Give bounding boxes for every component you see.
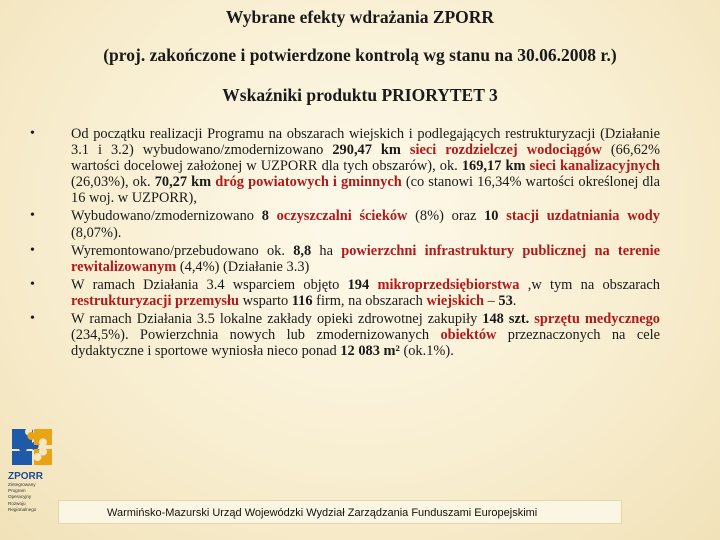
logo-name: ZPORR <box>8 471 43 482</box>
bold-value: 169,17 km <box>461 158 526 175</box>
highlighted-text: wiejskich <box>426 292 485 309</box>
logo-subtitle-line: Regionalnego <box>8 506 37 512</box>
body-text: (234,5%). Powierzchnia nowych lub zmodernizowanych <box>71 327 441 344</box>
body-text <box>401 142 410 158</box>
body-text: – <box>484 292 499 309</box>
body-text: Wyremontowano/przebudowano ok. <box>71 242 294 259</box>
body-text: Wybudowano/zmodernizowano <box>71 208 262 225</box>
body-text: . <box>512 292 517 309</box>
body-text: przeznaczonych na cele dydaktyczne i sportowe wyniosła nieco ponad <box>71 327 660 360</box>
bullet-dot-icon: • <box>30 242 35 258</box>
body-text: (66,62% wartości docelowej założonej w UZPORR dla tych obszarów), ok. <box>71 142 661 175</box>
puzzle-logo-icon <box>8 425 56 469</box>
highlighted-text: obiektów <box>440 327 497 344</box>
bullet-item <box>30 243 660 275</box>
logo-subtitle-line: Operacyjny <box>8 494 32 500</box>
bold-value: 116 <box>291 292 313 309</box>
bold-value: 10 <box>484 208 499 225</box>
bullet-item <box>30 208 660 240</box>
highlighted-text: sprzętu medycznego <box>534 311 660 328</box>
bullet-dot-icon: • <box>30 208 35 224</box>
highlighted-text: mikroprzedsiębiorstwa <box>377 276 520 293</box>
body-text: wsparto <box>239 292 292 309</box>
body-text: (co stanowi 16,34% wartości określonej dla 16 woj. w UZPORR), <box>71 174 660 207</box>
bullet-list <box>30 126 660 361</box>
bullet-dot-icon: • <box>30 311 35 327</box>
highlighted-text: sieci rozdzielczej wodociągów <box>409 142 602 159</box>
highlighted-text: dróg powiatowych i gminnych <box>215 174 402 191</box>
puzzle-piece-icon <box>34 449 52 465</box>
bold-value: 8 <box>261 208 269 225</box>
bullet-item <box>30 126 660 206</box>
body-text: (4,4%) (Działanie 3.3) <box>176 258 310 275</box>
bold-value: 148 szt. <box>482 311 530 328</box>
page-subtitle: (proj. zakończone i potwierdzone kontrolą wg stanu na 30.06.2008 r.) <box>103 45 617 65</box>
body-text: W ramach Działania 3.5 lokalne zakłady opieki zdrowotnej zakupiły <box>71 311 483 328</box>
bullet-item <box>30 311 660 359</box>
bullet-item <box>30 277 660 309</box>
body-text: (8,07%). <box>71 224 122 241</box>
logo-subtitle-line: Program <box>8 488 26 494</box>
bold-value: 8,8 <box>293 242 312 259</box>
bold-value: 12 083 m² <box>340 343 400 360</box>
highlighted-text: stacji uzdatniania wody <box>506 208 660 225</box>
bold-value: 53 <box>498 292 513 309</box>
footer-bar: Warmińsko-Mazurski Urząd Wojewódzki Wydział Zarządzania Funduszami Europejskimi <box>58 500 622 524</box>
logo-subtitle <box>8 482 60 513</box>
highlighted-text: sieci kanalizacyjnych <box>529 158 660 175</box>
bullet-dot-icon: • <box>30 276 35 292</box>
page-title: Wybrane efekty wdrażania ZPORR <box>225 7 495 27</box>
body-text: (26,03%), ok. <box>71 174 155 191</box>
logo-subtitle-line: Rozwoju <box>8 500 26 506</box>
logo-subtitle-line: Zintegrowany <box>8 482 36 487</box>
highlighted-text: oczyszczalni ścieków <box>276 208 408 225</box>
body-text: W ramach Działania 3.4 wsparciem objęto <box>71 276 348 293</box>
body-text <box>269 208 277 224</box>
body-text: Od początku realizacji Programu na obszarach wiejskich i podlegających restrukturyzacji (Działanie 3.1 i 3.2) wybudowano/zmodernizowano <box>71 126 660 159</box>
body-text: ,w tym na obszarach <box>519 276 660 293</box>
zporr-logo <box>8 425 60 513</box>
bold-value: 290,47 km <box>332 142 401 159</box>
highlighted-text: powierzchni infrastruktury publicznej na terenie rewitalizowanym <box>71 242 661 275</box>
bullet-dot-icon: • <box>30 126 35 141</box>
bold-value: 70,27 km <box>154 174 212 191</box>
section-heading: Wskaźniki produktu PRIORYTET 3 <box>222 85 498 105</box>
body-text: (8%) oraz <box>407 208 485 225</box>
body-text: (ok.1%). <box>399 343 454 360</box>
bold-value: 194 <box>347 276 370 293</box>
body-text: ha <box>311 242 342 259</box>
highlighted-text: restrukturyzacji przemysłu <box>71 292 239 309</box>
body-text: firm, na obszarach <box>312 292 427 309</box>
